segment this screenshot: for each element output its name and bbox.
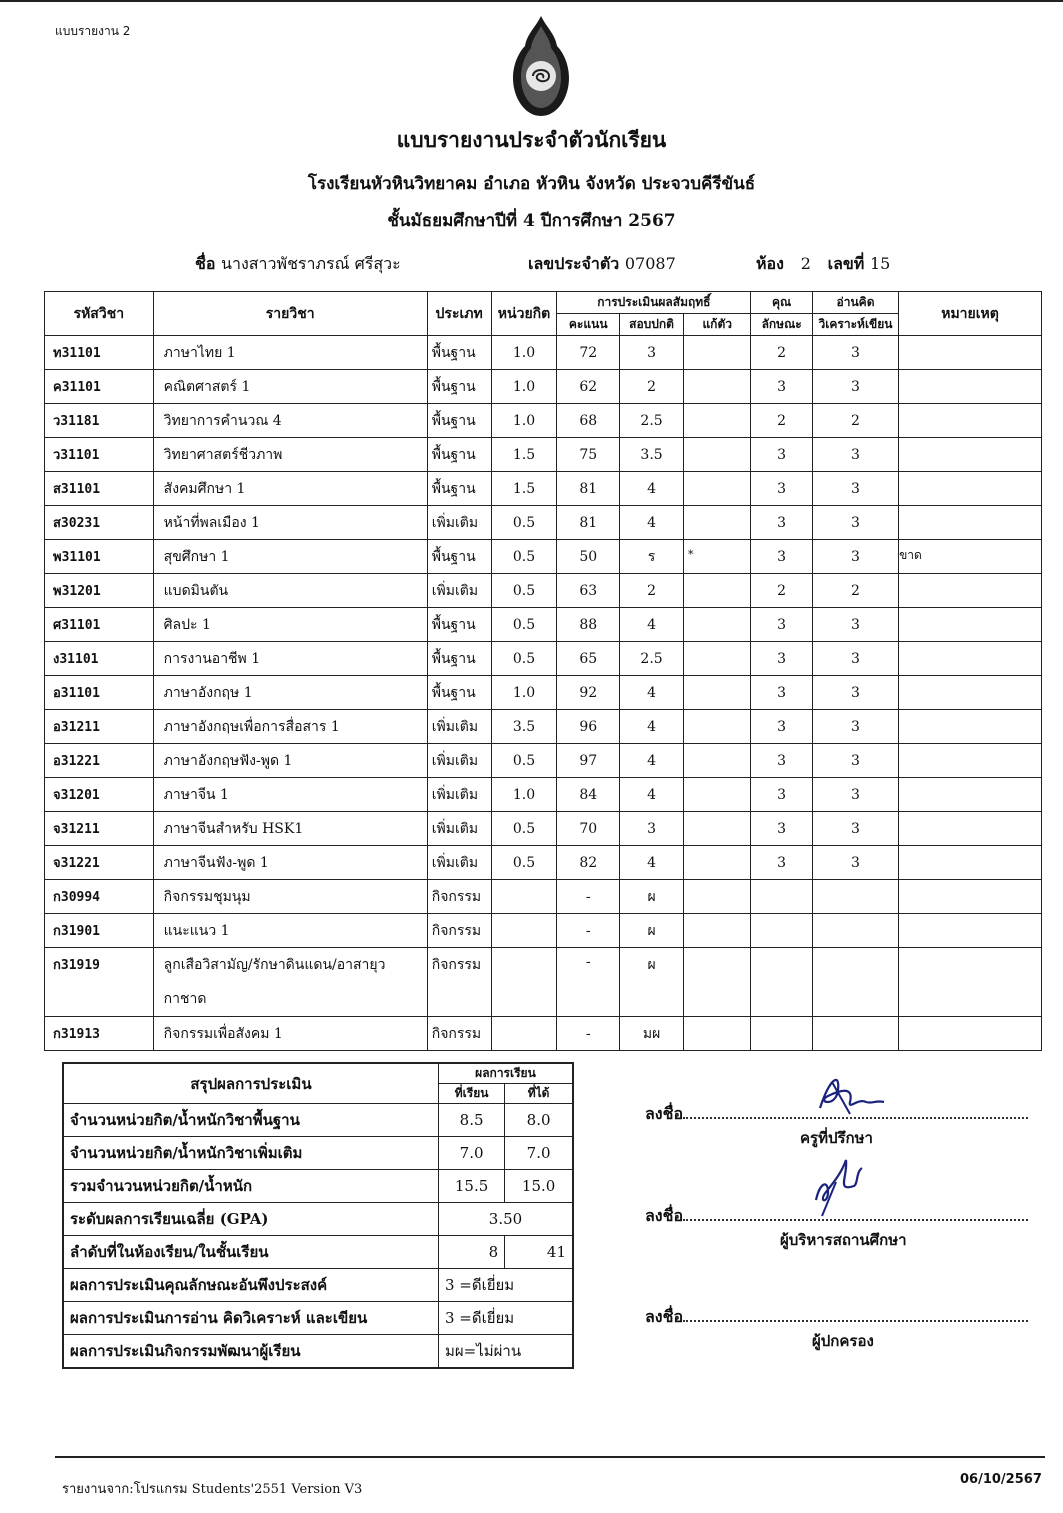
subject-name: ลูกเสือวิสามัญ/รักษาดินแดน/อาสายุวกาชาด — [153, 948, 427, 1017]
quality-score: 3 — [751, 472, 813, 506]
reading-score: 2 — [812, 574, 898, 608]
summary-row-rank — [63, 1236, 573, 1269]
score: 88 — [557, 608, 620, 642]
score: 82 — [557, 846, 620, 880]
header-read-1: อ่านคิด — [812, 292, 898, 314]
quality-score — [751, 948, 813, 1017]
subject-name: สุขศึกษา 1 — [153, 540, 427, 574]
subject-code: พ31201 — [45, 574, 154, 608]
summary-title: สรุปผลการประเมิน — [63, 1063, 438, 1104]
score: 96 — [557, 710, 620, 744]
school-line: โรงเรียนหัวหินวิทยาคม อำเภอ หัวหิน จังหวัด ประจวบคีรีขันธ์ — [307, 174, 756, 194]
fix-grade — [684, 370, 751, 404]
subject-type: พื้นฐาน — [427, 642, 491, 676]
gpa-label: ระดับผลการเรียนเฉลี่ย (GPA) — [63, 1203, 438, 1236]
grade: 4 — [620, 608, 684, 642]
remark — [899, 438, 1042, 472]
header-quality-2: ลักษณะ — [751, 314, 813, 336]
header-quality-1: คุณ — [751, 292, 813, 314]
subject-name: คณิตศาสตร์ 1 — [153, 370, 427, 404]
grade: 3.5 — [620, 438, 684, 472]
header-subject: รายวิชา — [153, 292, 427, 336]
reading-score: 3 — [812, 438, 898, 472]
table-row — [45, 948, 1042, 1017]
fix-grade — [684, 744, 751, 778]
remark — [899, 608, 1042, 642]
table-row — [45, 914, 1042, 948]
fix-grade — [684, 676, 751, 710]
table-row — [45, 744, 1042, 778]
reading-score: 3 — [812, 676, 898, 710]
subject-code: ค31101 — [45, 370, 154, 404]
grade: 3 — [620, 336, 684, 370]
reading-score — [812, 1017, 898, 1051]
summary-row-extra — [63, 1137, 573, 1170]
fix-grade — [684, 1017, 751, 1051]
subject-type: เพิ่มเติม — [427, 744, 491, 778]
header-read-2: วิเคราะห์เขียน — [812, 314, 898, 336]
credit: 0.5 — [491, 846, 557, 880]
footer-divider — [55, 1456, 1045, 1458]
quality-score — [751, 880, 813, 914]
summary-result-header: ผลการเรียน — [438, 1063, 573, 1084]
advisor-role: ครูที่ปรึกษา — [800, 1129, 873, 1147]
quality-score: 3 — [751, 540, 813, 574]
credit: 3.5 — [491, 710, 557, 744]
star-mark: * — [688, 548, 694, 561]
reading-score: 3 — [812, 744, 898, 778]
subject-type: กิจกรรม — [427, 880, 491, 914]
subject-type: พื้นฐาน — [427, 472, 491, 506]
reading-score: 3 — [812, 710, 898, 744]
reading-score: 3 — [812, 472, 898, 506]
advisor-signature-icon — [810, 1068, 890, 1120]
summary-row-reading — [63, 1302, 573, 1335]
fix-grade — [684, 642, 751, 676]
remark — [899, 676, 1042, 710]
remark — [899, 642, 1042, 676]
basic-enrolled: 8.5 — [438, 1104, 504, 1137]
reading-score: 3 — [812, 642, 898, 676]
grade: 2.5 — [620, 642, 684, 676]
credit: 1.0 — [491, 336, 557, 370]
reading-score: 3 — [812, 812, 898, 846]
subject-code: ส30231 — [45, 506, 154, 540]
top-border — [0, 0, 1063, 2]
summary-row-gpa — [63, 1203, 573, 1236]
subject-name: หน้าที่พลเมือง 1 — [153, 506, 427, 540]
quality-score: 3 — [751, 744, 813, 778]
reading-score — [812, 948, 898, 1017]
table-row — [45, 574, 1042, 608]
fix-grade — [684, 914, 751, 948]
page-title: แบบรายงานประจำตัวนักเรียน — [396, 127, 667, 152]
rank-label: ลำดับที่ในห้องเรียน/ในชั้นเรียน — [63, 1236, 438, 1269]
summary-row-total — [63, 1170, 573, 1203]
summary-table — [62, 1062, 574, 1369]
subject-type: กิจกรรม — [427, 914, 491, 948]
header-credit: หน่วยกิต — [491, 292, 557, 336]
remark — [899, 880, 1042, 914]
student-id-field — [528, 252, 676, 277]
grade: ผ — [620, 948, 684, 1017]
grade: 3 — [620, 812, 684, 846]
credit: 0.5 — [491, 574, 557, 608]
quality-score: 3 — [751, 642, 813, 676]
id-label: เลขประจำตัว — [528, 254, 620, 273]
remark — [899, 778, 1042, 812]
subject-code: ว31101 — [45, 438, 154, 472]
credit: 0.5 — [491, 506, 557, 540]
extra-enrolled: 7.0 — [438, 1137, 504, 1170]
fix-grade — [684, 404, 751, 438]
subject-type: พื้นฐาน — [427, 370, 491, 404]
grade: 4 — [620, 778, 684, 812]
credit: 0.5 — [491, 744, 557, 778]
student-name: นางสาวพัชราภรณ์ ศรีสุวะ — [221, 254, 401, 273]
reading-score — [812, 880, 898, 914]
quality-score: 3 — [751, 812, 813, 846]
score: 75 — [557, 438, 620, 472]
parent-signature-line — [645, 1305, 1028, 1330]
grade: 4 — [620, 710, 684, 744]
reading-score: 3 — [812, 370, 898, 404]
subject-type: เพิ่มเติม — [427, 778, 491, 812]
credit: 0.5 — [491, 608, 557, 642]
director-role: ผู้บริหารสถานศึกษา — [780, 1231, 907, 1249]
fix-grade — [684, 438, 751, 472]
quality-score: 3 — [751, 778, 813, 812]
summary-row-activity — [63, 1335, 573, 1368]
subject-type: พื้นฐาน — [427, 404, 491, 438]
remark — [899, 812, 1042, 846]
subject-name: ภาษาจีนฟัง-พูด 1 — [153, 846, 427, 880]
footer-source: รายงานจาก:โปรแกรม Students'2551 Version V3 — [62, 1482, 363, 1497]
fix-grade — [684, 608, 751, 642]
quality-value: 3 =ดีเยี่ยม — [438, 1269, 573, 1302]
score: - — [557, 1017, 620, 1051]
grade: 4 — [620, 472, 684, 506]
grade: ร — [620, 540, 684, 574]
score: - — [557, 914, 620, 948]
table-row — [45, 1017, 1042, 1051]
subject-name: กิจกรรมชุมนุม — [153, 880, 427, 914]
remark — [899, 744, 1042, 778]
subject-name: ภาษาไทย 1 — [153, 336, 427, 370]
subject-type: พื้นฐาน — [427, 676, 491, 710]
remark — [899, 574, 1042, 608]
quality-score: 3 — [751, 506, 813, 540]
header-grade: สอบปกติ — [620, 314, 684, 336]
grade: 2.5 — [620, 404, 684, 438]
credit: 1.5 — [491, 438, 557, 472]
subject-code: ศ31101 — [45, 608, 154, 642]
quality-label: ผลการประเมินคุณลักษณะอันพึงประสงค์ — [63, 1269, 438, 1302]
table-row — [45, 812, 1042, 846]
subject-name: วิทยาการคำนวณ 4 — [153, 404, 427, 438]
credit: 1.0 — [491, 370, 557, 404]
grade: 4 — [620, 744, 684, 778]
reading-score: 3 — [812, 540, 898, 574]
subject-type: เพิ่มเติม — [427, 812, 491, 846]
parent-role: ผู้ปกครอง — [812, 1332, 874, 1350]
header-score: คะแนน — [557, 314, 620, 336]
subject-code: ส31101 — [45, 472, 154, 506]
subject-type: เพิ่มเติม — [427, 506, 491, 540]
score: 92 — [557, 676, 620, 710]
form-code: แบบรายงาน 2 — [55, 24, 131, 38]
remark — [899, 336, 1042, 370]
grade: ผ — [620, 914, 684, 948]
room-label: ห้อง — [756, 254, 784, 273]
header-eval: การประเมินผลสัมฤทธิ์ — [557, 292, 751, 314]
grade: มผ — [620, 1017, 684, 1051]
level-line: ชั้นมัธยมศึกษาปีที่ 4 ปีการศึกษา 2567 — [387, 211, 676, 231]
credit: 0.5 — [491, 812, 557, 846]
fix-grade — [684, 574, 751, 608]
subject-name: การงานอาชีพ 1 — [153, 642, 427, 676]
table-row — [45, 642, 1042, 676]
credit: 1.0 — [491, 676, 557, 710]
table-row — [45, 404, 1042, 438]
subject-type: เพิ่มเติม — [427, 846, 491, 880]
subject-name: ภาษาอังกฤษ 1 — [153, 676, 427, 710]
name-label: ชื่อ — [195, 254, 216, 273]
fix-grade — [684, 506, 751, 540]
header-remark: หมายเหตุ — [899, 292, 1042, 336]
subject-code: จ31221 — [45, 846, 154, 880]
subject-code: ก31919 — [45, 948, 154, 1017]
reading-score: 3 — [812, 846, 898, 880]
subject-type: พื้นฐาน — [427, 608, 491, 642]
reading-label: ผลการประเมินการอ่าน คิดวิเคราะห์ และเขียน — [63, 1302, 438, 1335]
extra-label: จำนวนหน่วยกิต/น้ำหนักวิชาเพิ่มเติม — [63, 1137, 438, 1170]
score: 72 — [557, 336, 620, 370]
quality-score: 3 — [751, 608, 813, 642]
basic-earned: 8.0 — [505, 1104, 573, 1137]
grade: 4 — [620, 676, 684, 710]
fix-grade — [684, 472, 751, 506]
table-row — [45, 370, 1042, 404]
score: - — [557, 880, 620, 914]
quality-score: 3 — [751, 846, 813, 880]
score: 65 — [557, 642, 620, 676]
credit — [491, 880, 557, 914]
subject-code: จ31211 — [45, 812, 154, 846]
reading-score: 3 — [812, 778, 898, 812]
score: 81 — [557, 506, 620, 540]
total-label: รวมจำนวนหน่วยกิต/น้ำหนัก — [63, 1170, 438, 1203]
reading-score — [812, 914, 898, 948]
subject-code: อ31101 — [45, 676, 154, 710]
grades-table — [44, 291, 1042, 1051]
subject-type: พื้นฐาน — [427, 438, 491, 472]
remark: ขาด — [899, 540, 1042, 574]
subject-code: ก31913 — [45, 1017, 154, 1051]
grade: 4 — [620, 506, 684, 540]
sign-label: ลงชื่อ — [645, 1206, 684, 1225]
remark — [899, 948, 1042, 1017]
subject-code: ง31101 — [45, 642, 154, 676]
grade: 2 — [620, 370, 684, 404]
student-name-field — [195, 252, 401, 277]
summary-col-earned: ที่ได้ — [505, 1084, 573, 1104]
director-signature-icon — [806, 1152, 866, 1222]
reading-score: 3 — [812, 506, 898, 540]
student-room: 2 — [800, 254, 811, 273]
credit — [491, 1017, 557, 1051]
table-row — [45, 336, 1042, 370]
basic-label: จำนวนหน่วยกิต/น้ำหนักวิชาพื้นฐาน — [63, 1104, 438, 1137]
score: 63 — [557, 574, 620, 608]
table-row — [45, 778, 1042, 812]
subject-name: ภาษาอังกฤษฟัง-พูด 1 — [153, 744, 427, 778]
table-row — [45, 846, 1042, 880]
subject-code: ว31181 — [45, 404, 154, 438]
sign-label: ลงชื่อ — [645, 1104, 684, 1123]
quality-score: 3 — [751, 676, 813, 710]
activity-value: มผ=ไม่ผ่าน — [438, 1335, 573, 1368]
remark — [899, 404, 1042, 438]
credit: 1.0 — [491, 778, 557, 812]
total-earned: 15.0 — [505, 1170, 573, 1203]
student-room-field — [756, 252, 890, 277]
reading-score: 3 — [812, 336, 898, 370]
gpa-value: 3.50 — [438, 1203, 573, 1236]
credit: 1.5 — [491, 472, 557, 506]
subject-name: ภาษาจีน 1 — [153, 778, 427, 812]
score: 62 — [557, 370, 620, 404]
fix-grade — [684, 710, 751, 744]
student-id: 07087 — [624, 254, 676, 273]
grade-rows — [45, 336, 1042, 1051]
table-row — [45, 880, 1042, 914]
subject-code: จ31201 — [45, 778, 154, 812]
header-type: ประเภท — [427, 292, 491, 336]
quality-score: 2 — [751, 404, 813, 438]
reading-value: 3 =ดีเยี่ยม — [438, 1302, 573, 1335]
header-fix: แก้ตัว — [684, 314, 751, 336]
remark — [899, 914, 1042, 948]
subject-type: เพิ่มเติม — [427, 710, 491, 744]
sign-label: ลงชื่อ — [645, 1307, 684, 1326]
remark — [899, 846, 1042, 880]
credit: 0.5 — [491, 540, 557, 574]
subject-type: พื้นฐาน — [427, 540, 491, 574]
credit — [491, 948, 557, 1017]
fix-grade — [684, 336, 751, 370]
subject-code: ก31901 — [45, 914, 154, 948]
fix-grade — [684, 880, 751, 914]
subject-code: ก30994 — [45, 880, 154, 914]
score: 70 — [557, 812, 620, 846]
rank-room: 8 — [438, 1236, 504, 1269]
rank-class: 41 — [505, 1236, 573, 1269]
subject-name: ภาษาจีนสำหรับ HSK1 — [153, 812, 427, 846]
grade: 2 — [620, 574, 684, 608]
table-row — [45, 472, 1042, 506]
school-seal-icon — [505, 12, 577, 120]
reading-score: 3 — [812, 608, 898, 642]
table-row — [45, 676, 1042, 710]
header-code: รหัสวิชา — [45, 292, 154, 336]
summary-row-basic — [63, 1104, 573, 1137]
fix-grade — [684, 778, 751, 812]
quality-score: 3 — [751, 370, 813, 404]
grade: ผ — [620, 880, 684, 914]
score: 50 — [557, 540, 620, 574]
score: - — [557, 948, 620, 1017]
table-row — [45, 438, 1042, 472]
credit: 0.5 — [491, 642, 557, 676]
score: 97 — [557, 744, 620, 778]
fix-grade — [684, 846, 751, 880]
table-row — [45, 710, 1042, 744]
score: 68 — [557, 404, 620, 438]
reading-score: 2 — [812, 404, 898, 438]
subject-name: ภาษาอังกฤษเพื่อการสื่อสาร 1 — [153, 710, 427, 744]
quality-score — [751, 914, 813, 948]
remark — [899, 1017, 1042, 1051]
subject-name: กิจกรรมเพื่อสังคม 1 — [153, 1017, 427, 1051]
subject-type: กิจกรรม — [427, 948, 491, 1017]
fix-grade — [684, 812, 751, 846]
subject-name: แบดมินตัน — [153, 574, 427, 608]
remark — [899, 506, 1042, 540]
table-row — [45, 506, 1042, 540]
quality-score — [751, 1017, 813, 1051]
credit — [491, 914, 557, 948]
quality-score: 3 — [751, 438, 813, 472]
subject-code: อ31221 — [45, 744, 154, 778]
footer-date: 06/10/2567 — [960, 1472, 1042, 1487]
summary-col-enrolled: ที่เรียน — [438, 1084, 504, 1104]
grade: 4 — [620, 846, 684, 880]
remark — [899, 370, 1042, 404]
score: 81 — [557, 472, 620, 506]
quality-score: 3 — [751, 710, 813, 744]
table-row — [45, 608, 1042, 642]
remark — [899, 710, 1042, 744]
activity-label: ผลการประเมินกิจกรรมพัฒนาผู้เรียน — [63, 1335, 438, 1368]
quality-score: 2 — [751, 574, 813, 608]
subject-name: สังคมศึกษา 1 — [153, 472, 427, 506]
subject-type: กิจกรรม — [427, 1017, 491, 1051]
credit: 1.0 — [491, 404, 557, 438]
subject-name: แนะแนว 1 — [153, 914, 427, 948]
total-enrolled: 15.5 — [438, 1170, 504, 1203]
subject-type: เพิ่มเติม — [427, 574, 491, 608]
number-label: เลขที่ — [827, 254, 865, 273]
remark — [899, 472, 1042, 506]
subject-type: พื้นฐาน — [427, 336, 491, 370]
subject-name: วิทยาศาสตร์ชีวภาพ — [153, 438, 427, 472]
score: 84 — [557, 778, 620, 812]
student-number: 15 — [869, 254, 891, 273]
table-row — [45, 540, 1042, 574]
fix-grade — [684, 948, 751, 1017]
extra-earned: 7.0 — [505, 1137, 573, 1170]
summary-row-quality — [63, 1269, 573, 1302]
subject-name: ศิลปะ 1 — [153, 608, 427, 642]
subject-code: อ31211 — [45, 710, 154, 744]
quality-score: 2 — [751, 336, 813, 370]
subject-code: พ31101 — [45, 540, 154, 574]
subject-code: ท31101 — [45, 336, 154, 370]
